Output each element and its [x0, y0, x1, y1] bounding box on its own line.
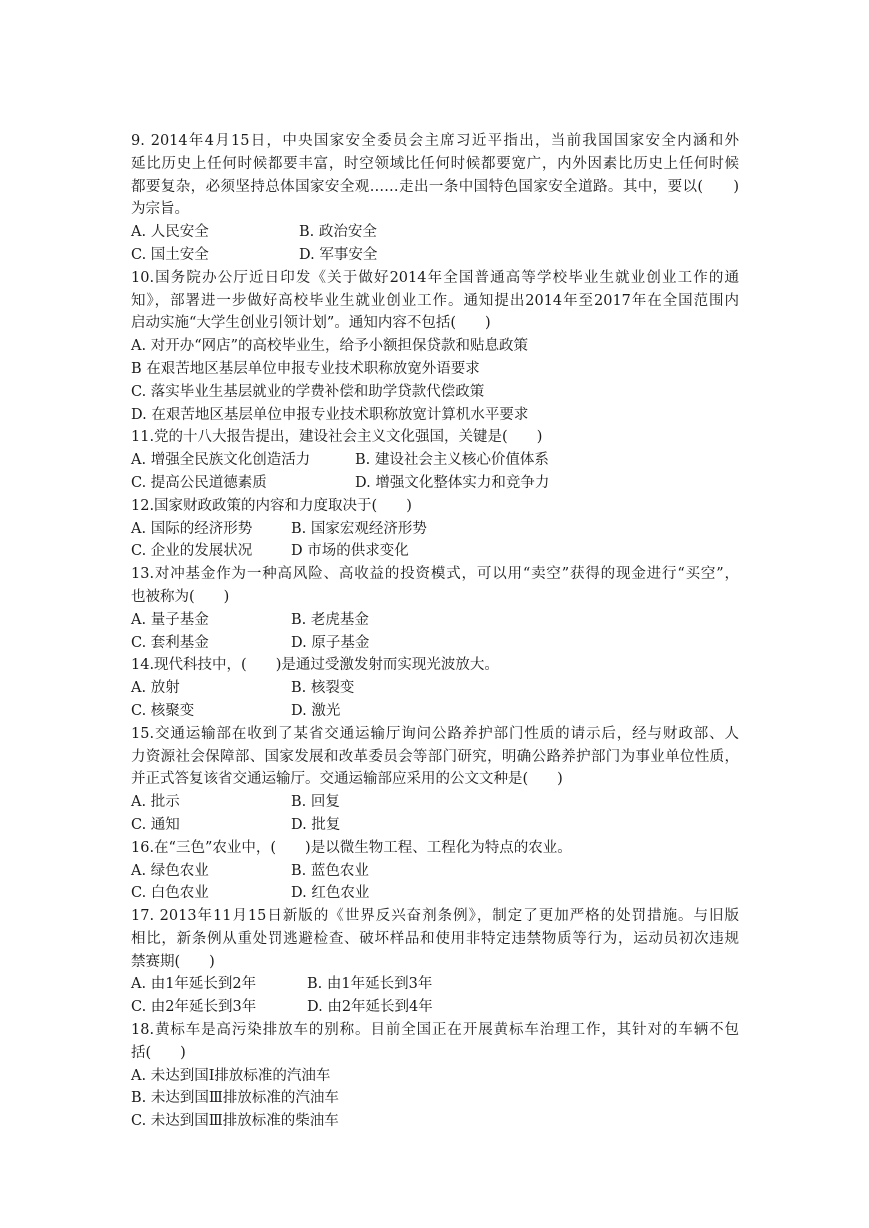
option-row	[131, 404, 739, 427]
question-text-line: 14.现代科技中，( )是通过受激发射而实现光波放大。	[131, 657, 499, 674]
option-row	[131, 700, 739, 723]
question-text-line: 9. 2014年4月15日，中央国家安全委员会主席习近平指出，当前我国国家安全内涵和外	[131, 133, 739, 149]
question-text-line: 18.黄标车是高污染排放车的别称。目前全国正在开展黄标车治理工作，其针对的车辆不包	[131, 1022, 739, 1039]
option-d: D. 增强文化整体实力和竞争力	[355, 474, 550, 491]
answer-options	[131, 449, 739, 495]
option-d: D. 激光	[291, 702, 341, 719]
option-row	[131, 609, 739, 632]
option-b: B. 蓝色农业	[291, 862, 369, 879]
option-row	[131, 791, 739, 814]
question-16	[131, 837, 739, 905]
option-c: C. 核聚变	[131, 702, 195, 719]
question-text-line: 括( )	[131, 1044, 186, 1061]
option-row	[131, 449, 739, 472]
option-a: A. 由1年延长到2年	[131, 976, 257, 993]
option-c: C. 企业的发展状况	[131, 543, 253, 560]
answer-options	[131, 221, 739, 267]
answer-options	[131, 609, 739, 655]
option-c: C. 落实毕业生基层就业的学费补偿和助学贷款代偿政策	[131, 383, 485, 400]
option-row	[131, 996, 739, 1019]
option-d: D. 军事安全	[299, 246, 378, 263]
question-text-line: 相比，新条例从重处罚逃避检查、破坏样品和使用非特定违禁物质等行为，运动员初次违规	[131, 930, 739, 947]
answer-options	[131, 973, 739, 1019]
option-b: B. 政治安全	[299, 224, 377, 241]
answer-options	[131, 860, 739, 906]
question-text-line: 启动实施“大学生创业引领计划”。通知内容不包括( )	[131, 315, 491, 332]
option-row	[131, 1087, 739, 1110]
option-a: A. 绿色农业	[131, 862, 209, 879]
question-17	[131, 905, 739, 1019]
option-a: A. 人民安全	[131, 224, 209, 241]
option-row	[131, 540, 739, 563]
option-a: A. 放射	[131, 680, 180, 697]
question-10	[131, 267, 739, 427]
question-text-line: 并正式答复该省交通运输厅。交通运输部应采用的公文文种是( )	[131, 771, 563, 788]
option-row	[131, 677, 739, 700]
option-a: A. 批示	[131, 794, 180, 811]
option-row	[131, 472, 739, 495]
question-text-line: 为宗旨。	[131, 201, 189, 218]
option-b: B. 核裂变	[291, 680, 355, 697]
option-row	[131, 973, 739, 996]
option-c: C. 套利基金	[131, 634, 209, 651]
question-13	[131, 563, 739, 654]
option-a: A. 量子基金	[131, 611, 209, 628]
option-c: C. 未达到国Ⅲ排放标准的柴油车	[131, 1113, 339, 1130]
question-15	[131, 723, 739, 837]
option-row	[131, 814, 739, 837]
question-9	[131, 130, 739, 267]
answer-options	[131, 1065, 739, 1133]
option-b: B. 建设社会主义核心价值体系	[355, 452, 549, 469]
option-d: D. 红色农业	[291, 885, 370, 902]
question-12	[131, 495, 739, 563]
question-18	[131, 1019, 739, 1133]
option-b: B. 国家宏观经济形势	[291, 520, 427, 537]
answer-options	[131, 677, 739, 723]
option-a: A. 增强全民族文化创造活力	[131, 452, 311, 469]
question-text-line: 15.交通运输部在收到了某省交通运输厅询问公路养护部门性质的请示后，经与财政部、人	[131, 725, 739, 742]
option-row	[131, 518, 739, 541]
question-text-line: 延比历史上任何时候都要丰富，时空领域比任何时候都要宽广，内外因素比历史上任何时候	[131, 155, 739, 172]
option-b: B. 由1年延长到3年	[307, 976, 433, 993]
option-row	[131, 244, 739, 267]
option-b: B. 未达到国Ⅲ排放标准的汽油车	[131, 1090, 339, 1107]
question-11	[131, 426, 739, 494]
option-d: D. 批复	[291, 816, 341, 833]
option-d: D. 在艰苦地区基层单位申报专业技术职称放宽计算机水平要求	[131, 406, 529, 423]
question-text-line: 13.对冲基金作为一种高风险、高收益的投资模式，可以用“卖空”获得的现金进行“买空”，	[131, 566, 739, 583]
document-page	[131, 130, 739, 1133]
option-row	[131, 860, 739, 883]
option-row	[131, 358, 739, 381]
question-text-line: 禁赛期( )	[131, 953, 215, 970]
option-d: D. 由2年延长到4年	[307, 999, 433, 1016]
question-14	[131, 654, 739, 722]
option-c: C. 白色农业	[131, 885, 209, 902]
option-a: A. 对开办“网店”的高校毕业生，给予小额担保贷款和贴息政策	[131, 338, 529, 355]
option-d: D. 原子基金	[291, 634, 370, 651]
question-text-line: 10.国务院办公厅近日印发《关于做好2014年全国普通高等学校毕业生就业创业工作的通	[131, 269, 739, 286]
question-text-line: 知》，部署进一步做好高校毕业生就业创业工作。通知提出2014年至2017年在全国范围内	[131, 292, 739, 309]
question-text-line: 都要复杂，必须坚持总体国家安全观……走出一条中国特色国家安全道路。其中，要以( )	[131, 178, 739, 195]
answer-options	[131, 518, 739, 564]
option-row	[131, 632, 739, 655]
option-row	[131, 221, 739, 244]
option-row	[131, 381, 739, 404]
option-a: A. 国际的经济形势	[131, 520, 253, 537]
option-b: B. 老虎基金	[291, 611, 369, 628]
option-b: B. 回复	[291, 794, 340, 811]
option-row	[131, 1065, 739, 1088]
answer-options	[131, 791, 739, 837]
question-text-line: 11.党的十八大报告提出，建设社会主义文化强国，关键是( )	[131, 429, 543, 446]
option-c: C. 通知	[131, 816, 180, 833]
option-b: B 在艰苦地区基层单位申报专业技术职称放宽外语要求	[131, 360, 480, 377]
option-a: A. 未达到国Ⅰ排放标准的汽油车	[131, 1067, 331, 1084]
question-text-line: 12.国家财政政策的内容和力度取决于( )	[131, 497, 412, 514]
option-d: D 市场的供求变化	[291, 543, 409, 560]
option-row	[131, 882, 739, 905]
option-c: C. 国土安全	[131, 246, 209, 263]
question-text-line: 17. 2013年11月15日新版的《世界反兴奋剂条例》，制定了更加严格的处罚措施。与旧版	[131, 908, 739, 925]
option-row	[131, 335, 739, 358]
question-text-line: 也被称为( )	[131, 588, 230, 605]
question-text-line: 16.在“三色”农业中，( )是以微生物工程、工程化为特点的农业。	[131, 839, 572, 856]
option-c: C. 提高公民道德素质	[131, 474, 267, 491]
answer-options	[131, 335, 739, 426]
option-row	[131, 1110, 739, 1133]
question-text-line: 力资源社会保障部、国家发展和改革委员会等部门研究，明确公路养护部门为事业单位性质，	[131, 748, 739, 765]
option-c: C. 由2年延长到3年	[131, 999, 257, 1016]
